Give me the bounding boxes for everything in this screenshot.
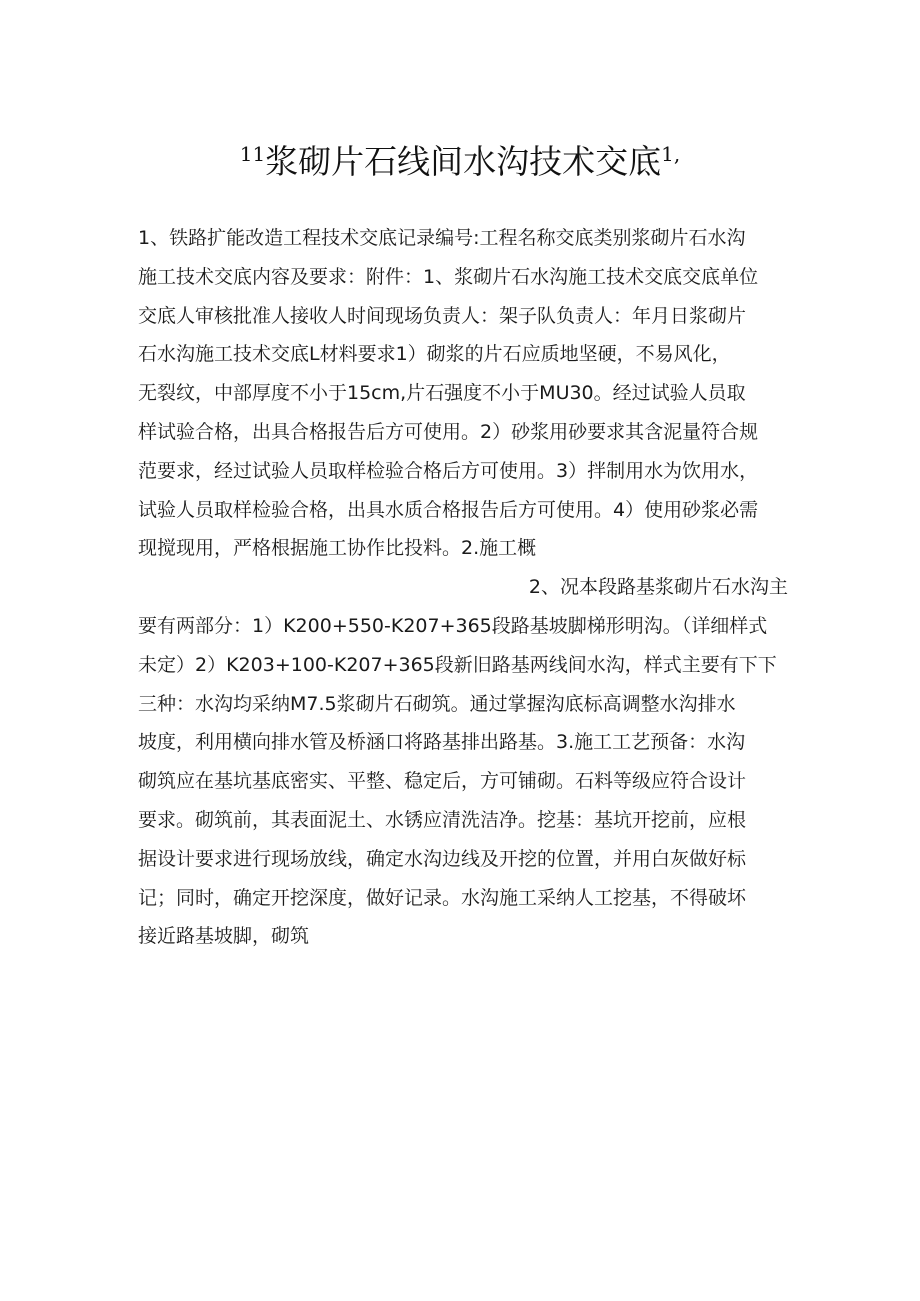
body-line-6: 样试验合格，出具合格报告后方可使用。2）砂浆用砂要求其含泥量符合规 bbox=[138, 420, 759, 443]
body-line-12: 未定）2）K203+100-K207+365段新旧路基两线间水沟，样式主要有下下 bbox=[138, 653, 777, 676]
body-line-8: 试验人员取样检验合格，出具水质合格报告后方可使用。4）使用砂浆必需 bbox=[138, 498, 759, 521]
title-main: 浆砌片石线间水沟技术交底 bbox=[265, 142, 662, 181]
body-line-4: 石水沟施工技术交底L材料要求1）砌浆的片石应质地坚硬，不易风化， bbox=[138, 343, 731, 366]
title-suffix: 1, bbox=[661, 142, 681, 166]
body-line-13: 三种：水沟均采纳M7.5浆砌片石砌筑。通过掌握沟底标高调整水沟排水 bbox=[138, 692, 736, 715]
body-line-19: 接近路基坡脚，砌筑 bbox=[138, 925, 310, 948]
body-line-15: 砌筑应在基坑基底密实、平整、稳定后，方可铺砌。石料等级应符合设计 bbox=[138, 770, 747, 793]
body-line-14: 坡度，利用横向排水管及桥涵口将路基排出路基。3.施工工艺预备：水沟 bbox=[138, 731, 746, 754]
body-line-5: 无裂纹，中部厚度不小于15cm,片石强度不小于MU30。经过试验人员取 bbox=[138, 382, 746, 405]
document-title bbox=[0, 136, 920, 188]
body-line-16: 要求。砌筑前，其表面泥土、水锈应清洗洁净。挖基：基坑开挖前，应根 bbox=[138, 808, 747, 831]
body-line-3: 交底人审核批准人接收人时间现场负责人：架子队负责人：年月日浆砌片 bbox=[138, 304, 747, 327]
body-line-2: 施工技术交底内容及要求：附件：1、浆砌片石水沟施工技术交底交底单位 bbox=[138, 265, 759, 288]
body-line-10: 2、况本段路基浆砌片石水沟主 bbox=[528, 576, 788, 599]
body-line-18: 记；同时，确定开挖深度，做好记录。水沟施工采纳人工挖基，不得破坏 bbox=[138, 886, 747, 909]
body-line-9: 现搅现用，严格根据施工协作比投料。2.施工概 bbox=[138, 537, 537, 560]
body-line-7: 范要求，经过试验人员取样检验合格后方可使用。3）拌制用水为饮用水， bbox=[138, 459, 759, 482]
body-line-17: 据设计要求进行现场放线，确定水沟边线及开挖的位置，并用白灰做好标 bbox=[138, 847, 747, 870]
body-line-11: 要有两部分：1）K200+550-K207+365段路基坡脚梯形明沟。（详细样式 bbox=[138, 614, 768, 637]
body-line-1: 1、铁路扩能改造工程技术交底记录编号:工程名称交底类别浆砌片石水沟 bbox=[138, 227, 746, 249]
document-body bbox=[138, 219, 788, 956]
title-prefix: 11 bbox=[239, 142, 266, 166]
